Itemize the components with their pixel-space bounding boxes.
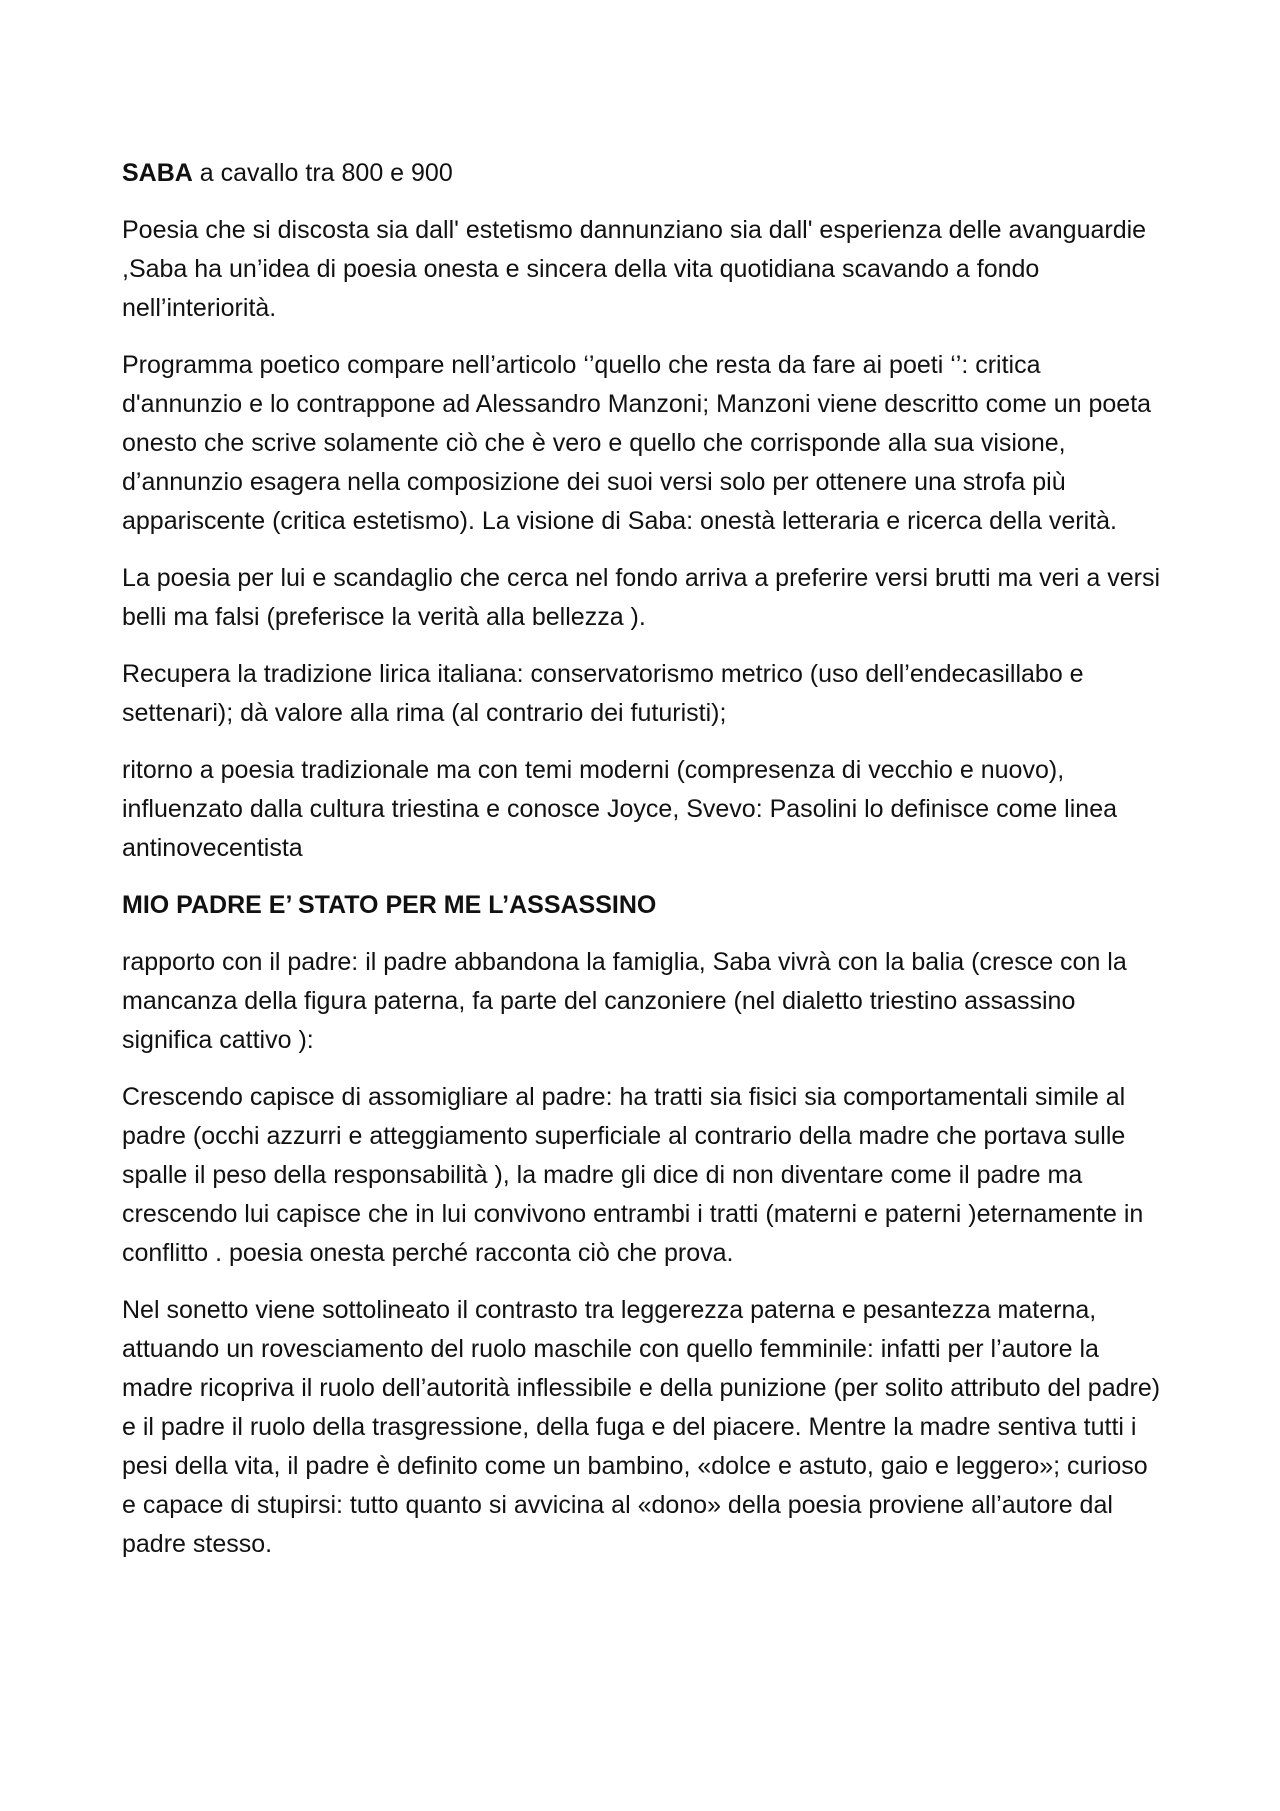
paragraph-rapporto-padre: rapporto con il padre: il padre abbandona la famiglia, Saba vivrà con la balia (cresce con la mancanza della figura paterna, fa parte del canzoniere (nel dialetto triestino assassino significa cattivo ): [122,948,1127,1054]
document-body [122,154,1162,1582]
paragraph-estetismo: Poesia che si discosta sia dall' estetismo dannunziano sia dall' esperienza delle avanguardie ,Saba ha un’idea di poesia onesta e sincera della vita quotidiana scavando a fondo nell’interiorità. [122,216,1147,322]
paragraph-ritorno-tradizione: ritorno a poesia tradizionale ma con temi moderni (compresenza di vecchio e nuovo), influenzato dalla cultura triestina e conosce Joyce, Svevo: Pasolini lo definisce come linea antinovecentista [122,756,1117,862]
paragraph-scandaglio: La poesia per lui e scandaglio che cerca nel fondo arriva a preferire versi brutti ma veri a versi belli ma falsi (preferisce la verità alla bellezza ). [122,564,1161,631]
paragraph-tradizione-lirica: Recupera la tradizione lirica italiana: conservatorismo metrico (uso dell’endecasillabo e settenari); dà valore alla rima (al contrario dei futuristi); [122,660,1084,727]
paragraph-crescendo: Crescendo capisce di assomigliare al padre: ha tratti sia fisici sia comportamentali simile al padre (occhi azzurri e atteggiamento superficiale al contrario della madre che portava sulle spalle il peso della responsabilità ), la madre gli dice di non diventare come il padre ma crescendo lui capisce che in lui convivono entrambi i tratti (materni e paterni )eternamente in conflitto . poesia onesta perché racconta ciò che prova. [122,1083,1144,1267]
section-heading: MIO PADRE E’ STATO PER ME L’ASSASSINO [122,891,657,919]
intro-subtitle: a cavallo tra 800 e 900 [192,159,453,187]
intro-bold-title: SABA [122,159,193,187]
paragraph-sonetto: Nel sonetto viene sottolineato il contrasto tra leggerezza paterna e pesantezza materna, attuando un rovesciamento del ruolo maschile con quello femminile: infatti per l’autore la madre ricopriva il ruolo dell’autorità inflessibile e della punizione (per solito attributo del padre) e il padre il ruolo della trasgressione, della fuga e del piacere. Mentre la madre sentiva tutti i pesi della vita, il padre è definito come un bambino, «dolce e astuto, gaio e leggero»; curioso e capace di stupirsi: tutto quanto si avvicina al «dono» della poesia proviene all’autore dal padre stesso. [122,1296,1161,1558]
intro-line [122,154,1162,193]
paragraph-programma-poetico: Programma poetico compare nell’articolo ‘’quello che resta da fare ai poeti ‘’: critica d'annunzio e lo contrappone ad Alessandro Manzoni; Manzoni viene descritto come un poeta onesto che scrive solamente ciò che è vero e quello che corrisponde alla sua visione, d’annunzio esagera nella composizione dei suoi versi solo per ottenere una strofa più appariscente (critica estetismo). La visione di Saba: onestà letteraria e ricerca della verità. [122,351,1152,535]
